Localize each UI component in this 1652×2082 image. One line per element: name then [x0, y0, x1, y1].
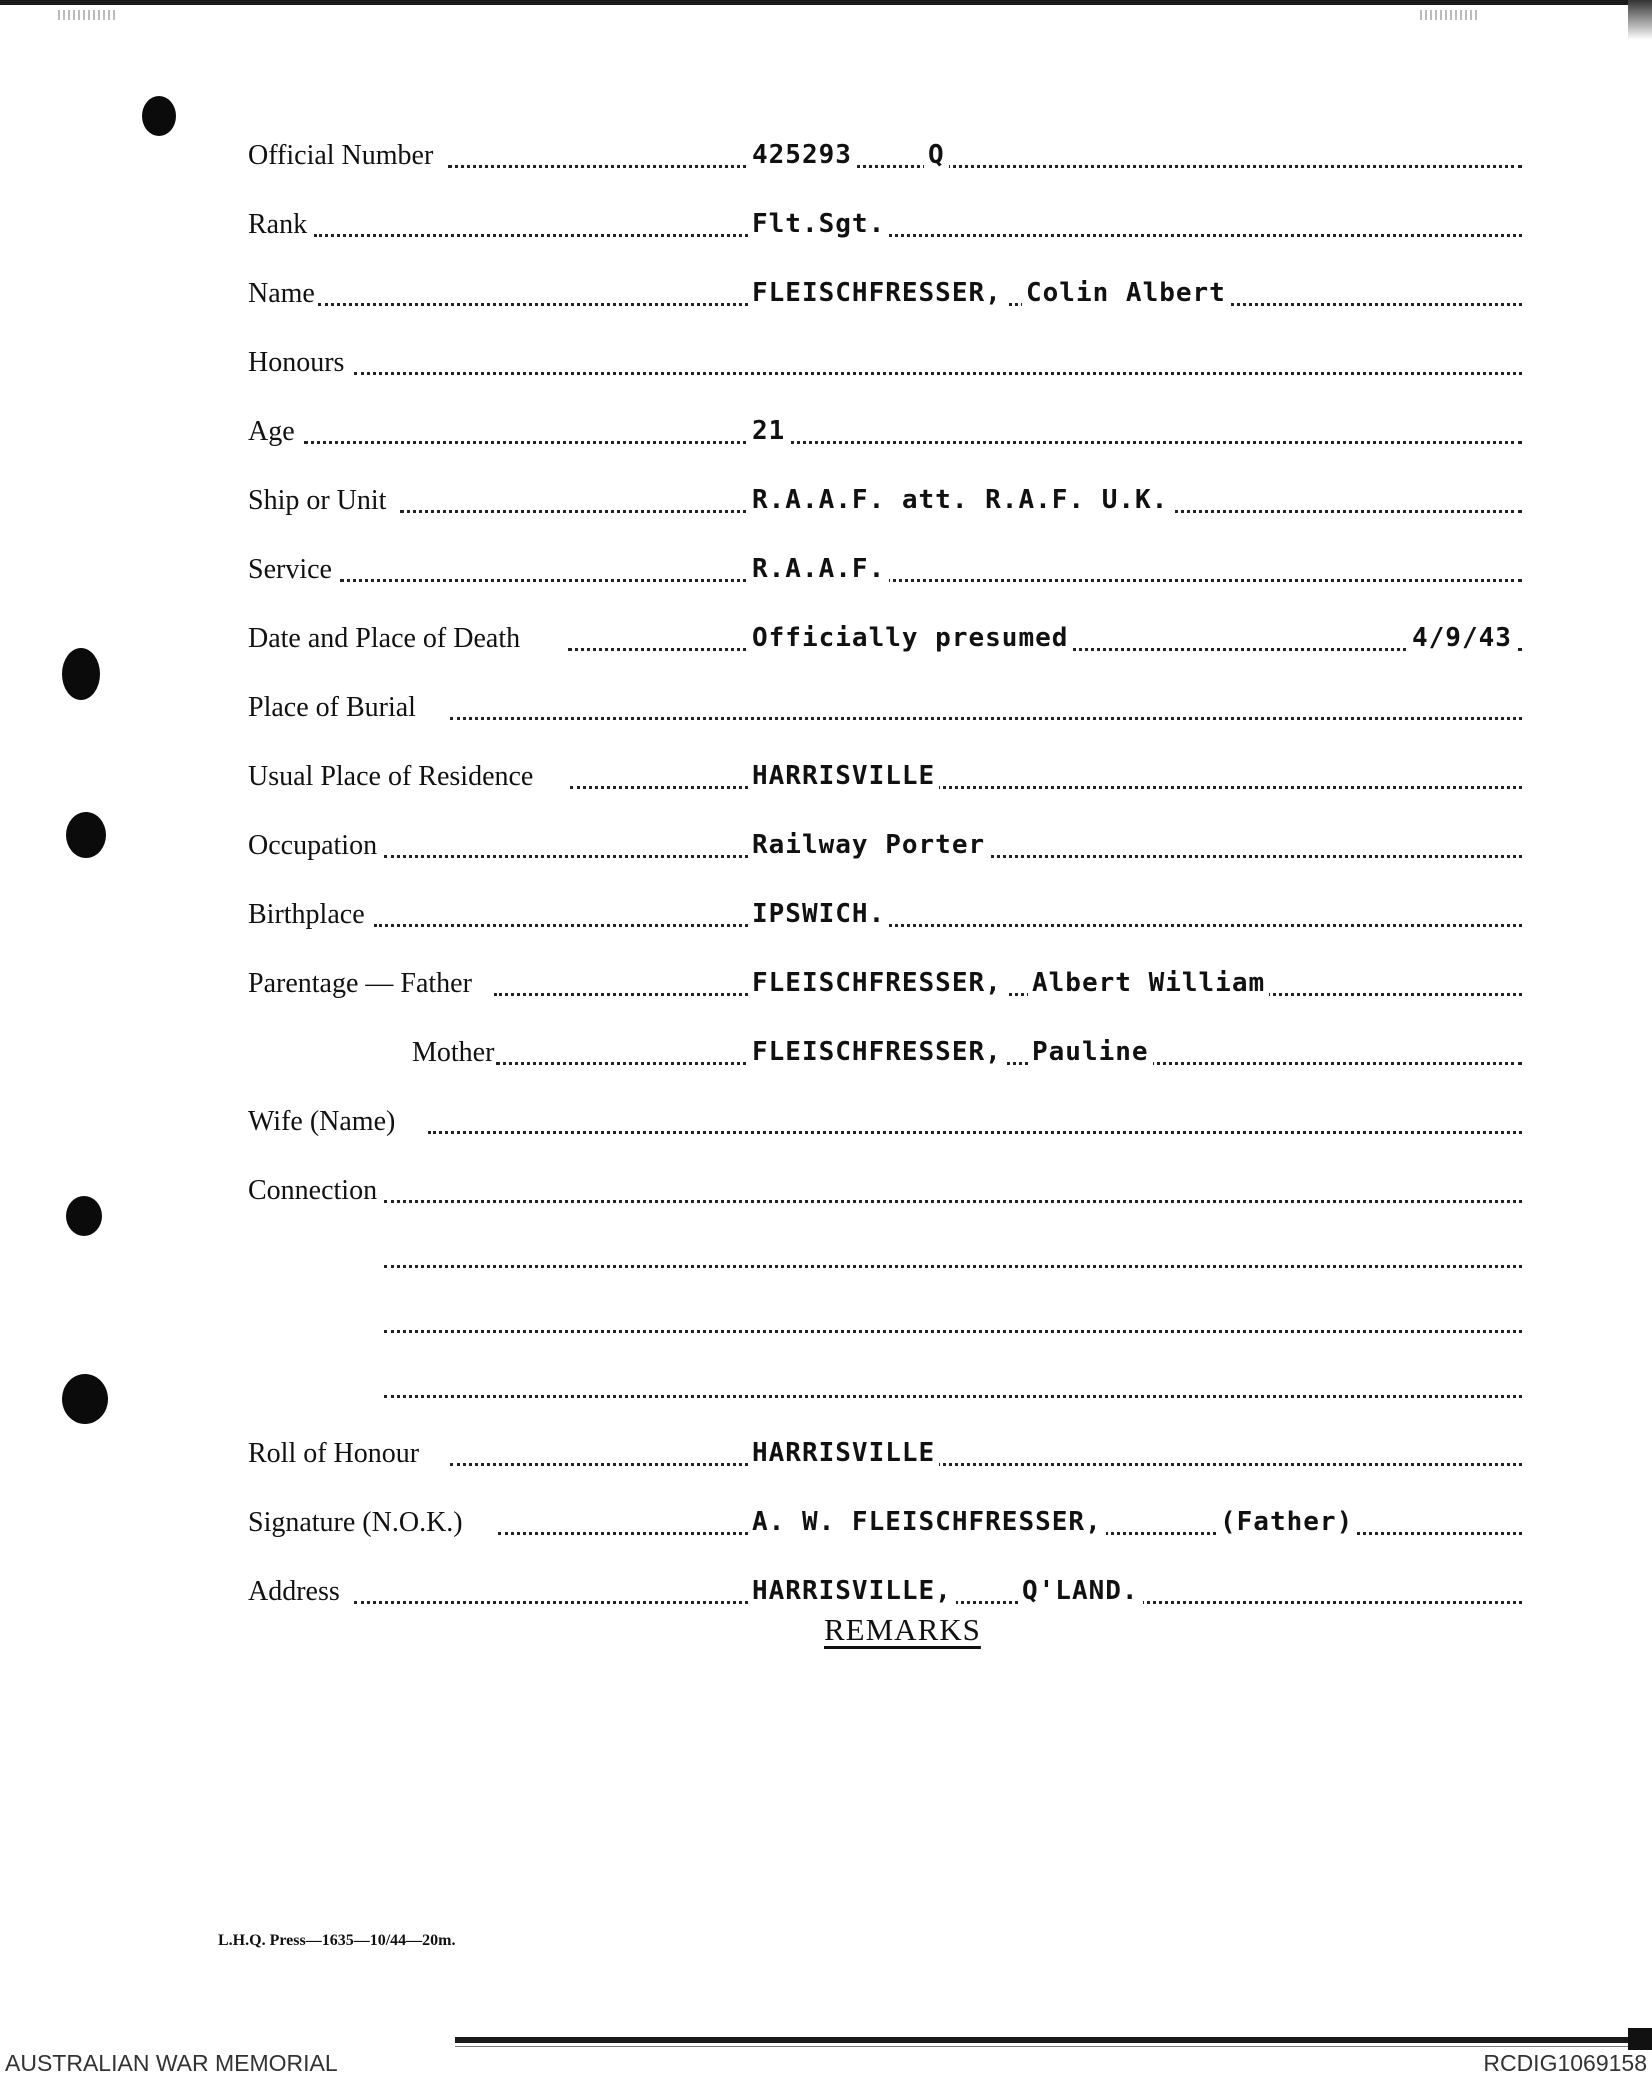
field-value-relation: (Father)	[1216, 1507, 1357, 1537]
field-usual-residence	[248, 751, 1526, 801]
field-value-given-names: Colin Albert	[1022, 278, 1230, 308]
dotted-leader	[374, 924, 1522, 927]
dotted-leader	[340, 579, 1522, 582]
punch-hole	[62, 648, 100, 700]
field-signature-nok	[248, 1497, 1526, 1547]
field-value-suffix: Q	[924, 140, 949, 170]
field-label: Honours	[248, 347, 345, 378]
field-parentage-father	[248, 958, 1526, 1008]
field-official-number	[248, 130, 1526, 180]
field-label: Service	[248, 554, 332, 585]
field-value: HARRISVILLE,	[748, 1576, 956, 1606]
field-label: Address	[248, 1576, 340, 1607]
punch-hole	[66, 812, 106, 858]
field-connection-line	[248, 1230, 1526, 1280]
archive-id: RCDIG1069158	[1483, 2050, 1647, 2076]
field-value: 21	[748, 416, 789, 446]
dotted-leader	[450, 717, 1522, 720]
field-occupation	[248, 820, 1526, 870]
field-label: Name	[248, 278, 315, 309]
field-connection	[248, 1165, 1526, 1215]
field-label: Place of Burial	[248, 692, 416, 723]
field-label: Birthplace	[248, 899, 365, 930]
dotted-leader	[428, 1131, 1522, 1134]
archive-credit: AUSTRALIAN WAR MEMORIAL	[5, 2050, 338, 2076]
field-birthplace	[248, 889, 1526, 939]
scan-bottom-edge	[455, 2037, 1650, 2043]
field-value-given-names: Pauline	[1028, 1037, 1153, 1067]
field-place-of-burial	[248, 682, 1526, 732]
dotted-leader	[384, 1395, 1522, 1398]
field-label: Usual Place of Residence	[248, 761, 534, 792]
punch-hole	[62, 1374, 108, 1424]
dotted-leader	[494, 993, 1522, 996]
field-roll-of-honour	[248, 1428, 1526, 1478]
field-value: HARRISVILLE	[748, 761, 939, 791]
punch-hole	[142, 96, 176, 136]
field-parentage-mother	[248, 1027, 1526, 1077]
scan-top-edge	[0, 0, 1652, 5]
field-ship-or-unit	[248, 475, 1526, 525]
scan-artifact	[58, 10, 118, 20]
field-honours	[248, 337, 1526, 387]
field-value: R.A.A.F.	[748, 554, 889, 584]
field-value: FLEISCHFRESSER,	[748, 968, 1006, 998]
field-rank	[248, 199, 1526, 249]
field-service	[248, 544, 1526, 594]
field-label: Wife (Name)	[248, 1106, 396, 1137]
dotted-leader	[304, 441, 1522, 444]
field-wife-name	[248, 1096, 1526, 1146]
field-connection-line	[248, 1295, 1526, 1345]
field-address	[248, 1566, 1526, 1616]
scan-bottom-edge-thin	[455, 2046, 1650, 2047]
field-label: Roll of Honour	[248, 1438, 420, 1469]
field-label: Parentage — Father	[248, 968, 472, 999]
dotted-leader	[570, 786, 1522, 789]
dotted-leader	[384, 1200, 1522, 1203]
dotted-leader	[450, 1463, 1522, 1466]
scan-corner-shadow	[1628, 2028, 1652, 2050]
field-value: Officially presumed	[748, 623, 1072, 653]
field-label: Official Number	[248, 140, 434, 171]
field-age	[248, 406, 1526, 456]
field-label: Date and Place of Death	[248, 623, 521, 654]
field-label: Age	[248, 416, 295, 447]
field-value-date: 4/9/43	[1408, 623, 1516, 653]
field-value: IPSWICH.	[748, 899, 889, 929]
field-value: A. W. FLEISCHFRESSER,	[748, 1507, 1106, 1537]
field-connection-line	[248, 1360, 1526, 1410]
dotted-leader	[448, 165, 1522, 168]
dotted-leader	[314, 234, 1522, 237]
field-label: Connection	[248, 1175, 378, 1206]
scan-artifact	[1420, 10, 1480, 20]
dotted-leader	[496, 1062, 1522, 1065]
dotted-leader	[384, 1330, 1522, 1333]
field-value-given-names: Albert William	[1028, 968, 1269, 998]
field-value: FLEISCHFRESSER,	[748, 278, 1006, 308]
press-note: L.H.Q. Press—1635—10/44—20m.	[218, 1932, 456, 1949]
field-label: Occupation	[248, 830, 378, 861]
field-date-place-of-death	[248, 613, 1526, 663]
punch-hole	[66, 1196, 102, 1236]
field-label: Mother	[412, 1037, 495, 1068]
field-value: Railway Porter	[748, 830, 989, 860]
field-value-state: Q'LAND.	[1018, 1576, 1143, 1606]
field-value: R.A.A.F. att. R.A.F. U.K.	[748, 485, 1172, 515]
field-name	[248, 268, 1526, 318]
remarks-heading: REMARKS	[824, 1612, 981, 1647]
field-value: FLEISCHFRESSER,	[748, 1037, 1006, 1067]
field-value: Flt.Sgt.	[748, 209, 889, 239]
field-value: HARRISVILLE	[748, 1438, 939, 1468]
dotted-leader	[384, 1265, 1522, 1268]
field-value: 425293	[748, 140, 856, 170]
field-label: Ship or Unit	[248, 485, 387, 516]
scan-corner-shadow	[1628, 0, 1652, 40]
dotted-leader	[354, 372, 1522, 375]
field-label: Rank	[248, 209, 308, 240]
field-label: Signature (N.O.K.)	[248, 1507, 463, 1538]
